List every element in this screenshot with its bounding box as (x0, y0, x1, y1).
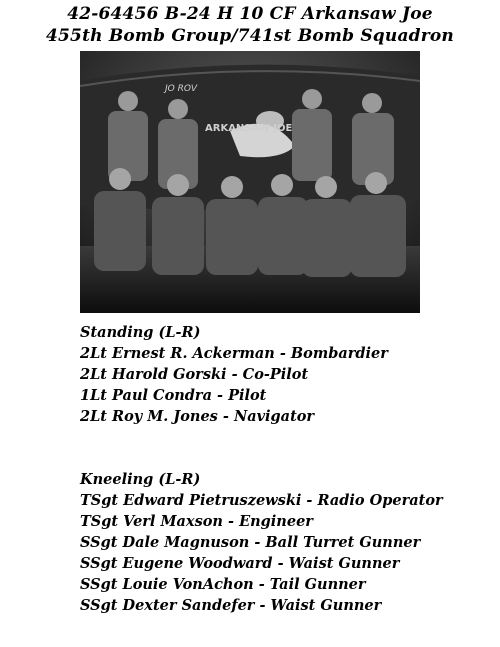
kneeling-section (80, 469, 443, 616)
kneeling-member: SSgt Eugene Woodward - Waist Gunner (80, 555, 400, 572)
standing-heading: Standing (L-R) (80, 324, 201, 341)
page-title: 42-64456 B-24 H 10 CF Arkansaw Joe (67, 4, 433, 24)
nose-art-text-2: ARKANSAW JOE (205, 123, 293, 134)
kneeling-member: SSgt Louie VonAchon - Tail Gunner (80, 576, 366, 593)
nose-art-text-1: JO ROV (165, 84, 198, 94)
standing-section (80, 322, 388, 427)
standing-member: 2Lt Harold Gorski - Co-Pilot (80, 366, 309, 383)
kneeling-member: SSgt Dale Magnuson - Ball Turret Gunner (80, 534, 421, 551)
standing-member: 2Lt Roy M. Jones - Navigator (80, 408, 315, 425)
kneeling-member: SSgt Dexter Sandefer - Waist Gunner (80, 597, 382, 614)
kneeling-member: TSgt Verl Maxson - Engineer (80, 513, 313, 530)
crew-photo (80, 51, 420, 313)
kneeling-member: TSgt Edward Pietruszewski - Radio Operator (80, 492, 443, 509)
standing-member: 2Lt Ernest R. Ackerman - Bombardier (80, 345, 388, 362)
page-subtitle: 455th Bomb Group/741st Bomb Squadron (46, 26, 454, 46)
kneeling-heading: Kneeling (L-R) (80, 471, 201, 488)
standing-member: 1Lt Paul Condra - Pilot (80, 387, 267, 404)
